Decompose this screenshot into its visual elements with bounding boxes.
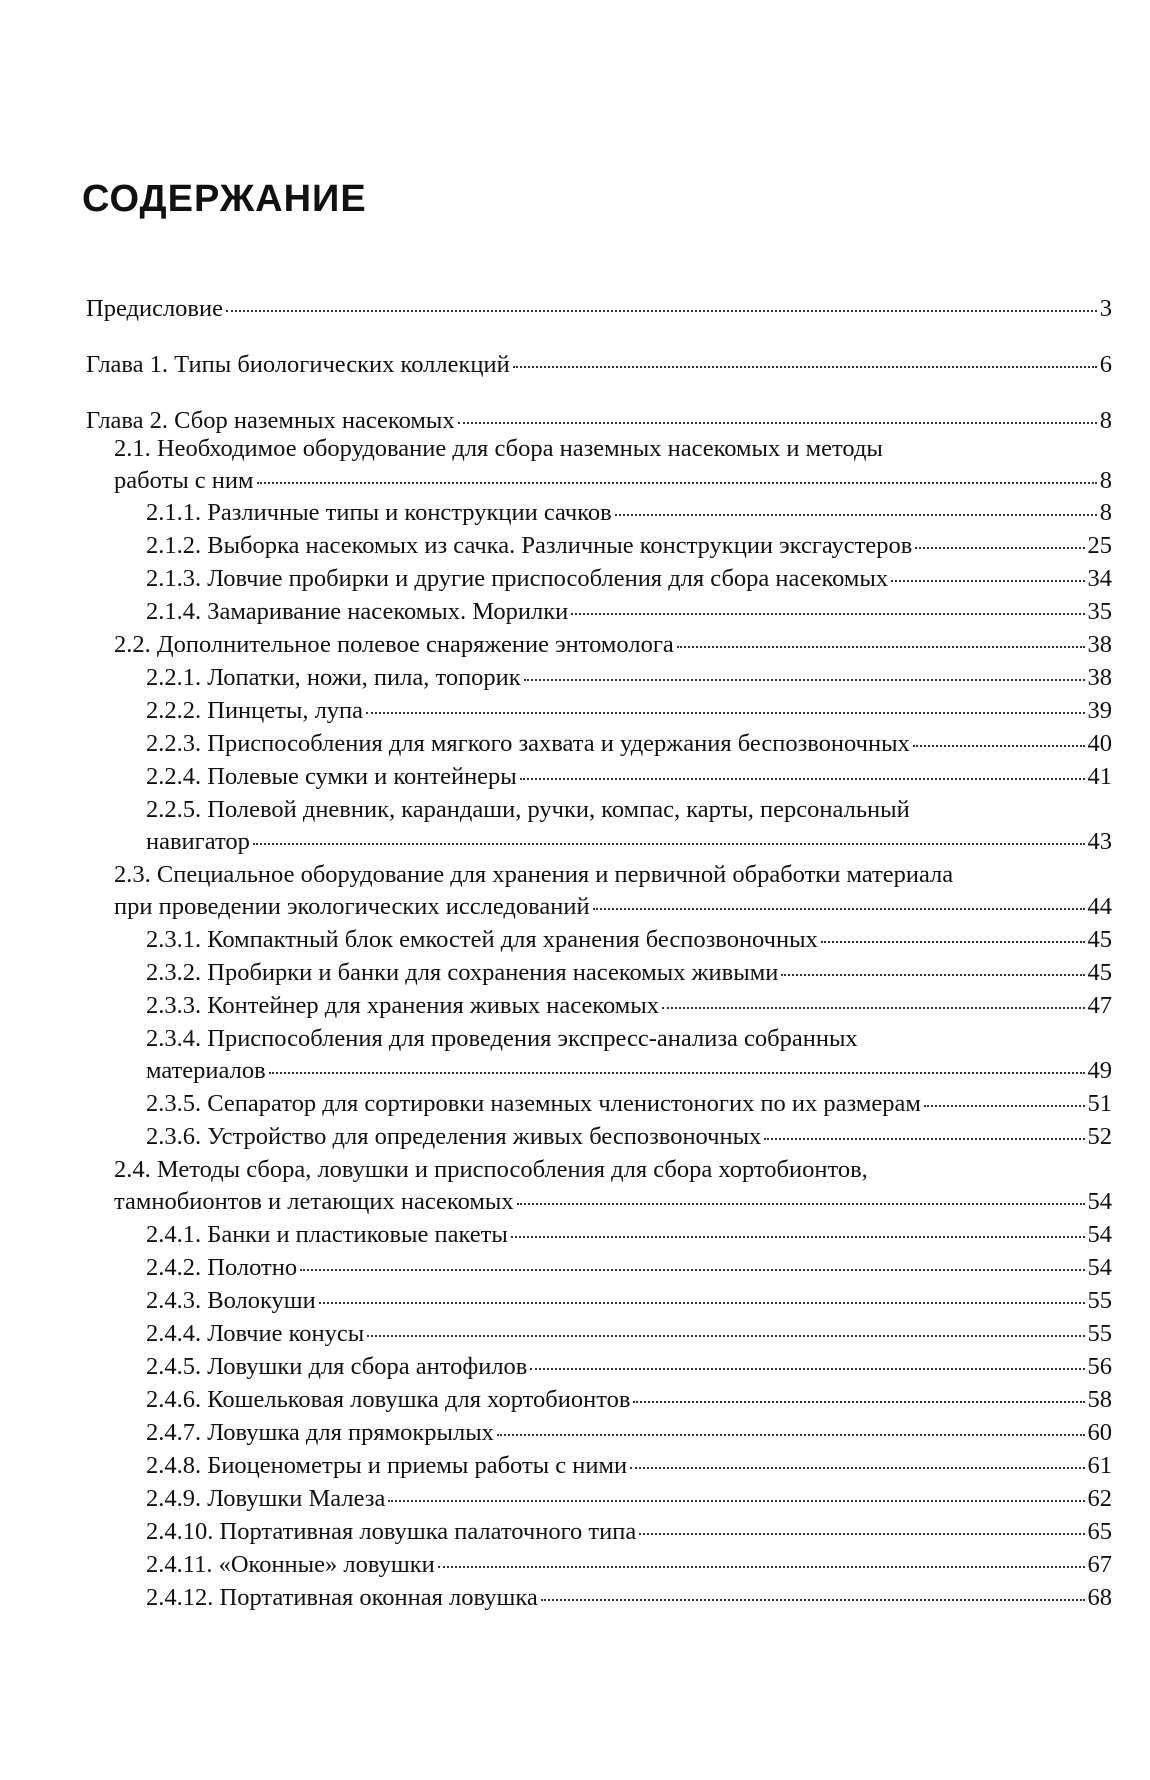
dot-leader	[319, 1302, 1085, 1304]
toc-entry[interactable]	[146, 1251, 1112, 1284]
toc-entry-title: 2.2.2. Пинцеты, лупа	[146, 697, 364, 724]
toc-page-number: 38	[1087, 664, 1112, 691]
toc-entry-title: 2.4.7. Ловушка для прямокрылых	[146, 1419, 494, 1446]
toc-entry-title: 2.1.4. Замаривание насекомых. Морилки	[146, 598, 569, 625]
toc-entry[interactable]	[114, 890, 1112, 923]
dot-leader	[269, 1072, 1085, 1074]
toc-page-number: 52	[1087, 1123, 1112, 1150]
dot-leader	[677, 646, 1085, 648]
page-title: СОДЕРЖАНИЕ	[82, 178, 367, 220]
toc-entry-title: 2.3.2. Пробирки и банки для сохранения насекомых живыми	[146, 959, 779, 986]
dot-leader	[630, 1467, 1084, 1469]
dot-leader	[367, 1335, 1084, 1337]
toc-entry[interactable]	[146, 989, 1112, 1022]
dot-leader	[524, 679, 1085, 681]
toc-page-number: 34	[1087, 565, 1112, 592]
dot-leader	[633, 1401, 1084, 1403]
toc-entry-title: 2.4.1. Банки и пластиковые пакеты	[146, 1221, 508, 1248]
dot-leader	[366, 712, 1084, 714]
toc-entry-title: 2.4.12. Портативная оконная ловушка	[146, 1584, 538, 1611]
toc-page-number: 39	[1087, 697, 1112, 724]
toc-page-number: 47	[1087, 992, 1112, 1019]
toc-entry-title: Глава 1. Типы биологических коллекций	[86, 351, 510, 378]
toc-entry[interactable]	[146, 1449, 1112, 1482]
toc-entry[interactable]	[146, 694, 1112, 727]
toc-entry-title: 2.2.3. Приспособления для мягкого захвата и удержания беспозвоночных	[146, 730, 910, 757]
toc-page-number: 3	[1099, 295, 1112, 322]
toc-entry-title: 2.4.4. Ловчие конусы	[146, 1320, 365, 1347]
dot-leader	[891, 580, 1084, 582]
dot-leader	[226, 310, 1097, 312]
dot-leader	[764, 1138, 1084, 1140]
toc-page-number: 56	[1087, 1353, 1112, 1380]
toc-entry-title: 2.3.1. Компактный блок емкостей для хранения беспозвоночных	[146, 926, 818, 953]
toc-entry[interactable]	[146, 1416, 1112, 1449]
toc-entry-title: 2.2.4. Полевые сумки и контейнеры	[146, 763, 517, 790]
toc-entry[interactable]	[146, 760, 1112, 793]
toc-page-number: 62	[1087, 1485, 1112, 1512]
toc-entry[interactable]	[146, 661, 1112, 694]
toc-entry[interactable]	[146, 1548, 1112, 1581]
dot-leader	[517, 1203, 1085, 1205]
dot-leader	[593, 908, 1085, 910]
toc-entry-title: 2.4.6. Кошельковая ловушка для хортобионтов	[146, 1386, 631, 1413]
toc-page-number: 41	[1087, 763, 1112, 790]
dot-leader	[639, 1533, 1084, 1535]
toc-entry[interactable]	[146, 1350, 1112, 1383]
dot-leader	[257, 482, 1097, 484]
toc-entry[interactable]	[146, 496, 1112, 529]
toc-entry-title: 2.1.1. Различные типы и конструкции сачков	[146, 499, 612, 526]
toc-entry-title-continued: материалов	[146, 1057, 266, 1084]
toc-page-number: 58	[1087, 1386, 1112, 1413]
dot-leader	[924, 1105, 1085, 1107]
toc-entry-title: 2.4.10. Портативная ловушка палаточного типа	[146, 1518, 637, 1545]
toc-page-number: 54	[1087, 1254, 1112, 1281]
toc-page-number: 68	[1087, 1584, 1112, 1611]
dot-leader	[520, 778, 1085, 780]
toc-page-number: 65	[1087, 1518, 1112, 1545]
toc-entry-title: 2.4.8. Биоценометры и приемы работы с ними	[146, 1452, 628, 1479]
toc-entry[interactable]	[146, 529, 1112, 562]
toc-page-number: 25	[1087, 532, 1112, 559]
toc-entry-title: 2.2. Дополнительное полевое снаряжение энтомолога	[114, 631, 674, 658]
toc-entry[interactable]	[146, 1284, 1112, 1317]
dot-leader	[300, 1269, 1084, 1271]
toc-entry-title-continued: работы с ним	[114, 467, 254, 494]
toc-page-number: 54	[1087, 1221, 1112, 1248]
toc-page-number: 49	[1087, 1057, 1112, 1084]
toc-entry[interactable]	[114, 464, 1112, 497]
toc-page-number: 54	[1087, 1188, 1112, 1215]
toc-entry-title: 2.4.5. Ловушки для сбора антофилов	[146, 1353, 528, 1380]
toc-entry[interactable]	[146, 562, 1112, 595]
dot-leader	[821, 941, 1085, 943]
dot-leader	[781, 974, 1084, 976]
toc-entry-title-continued: тамнобионтов и летающих насекомых	[114, 1188, 514, 1215]
toc-entry-title: 2.2.1. Лопатки, ножи, пила, топорик	[146, 664, 521, 691]
toc-entry-title: 2.4.11. «Оконные» ловушки	[146, 1551, 435, 1578]
toc-entry-title: 2.3.3. Контейнер для хранения живых насекомых	[146, 992, 659, 1019]
dot-leader	[253, 843, 1085, 845]
toc-entry-title: 2.4.9. Ловушки Малеза	[146, 1485, 386, 1512]
toc-page-number: 35	[1087, 598, 1112, 625]
toc-entry-title: Глава 2. Сбор наземных насекомых	[86, 407, 455, 434]
dot-leader	[388, 1500, 1084, 1502]
toc-page-number: 6	[1099, 351, 1112, 378]
toc-page-number: 67	[1087, 1551, 1112, 1578]
toc-entry[interactable]	[146, 923, 1112, 956]
toc-page-number: 38	[1087, 631, 1112, 658]
toc-entry[interactable]	[146, 1087, 1112, 1120]
toc-entry[interactable]	[114, 1185, 1112, 1218]
dot-leader	[513, 366, 1097, 368]
dot-leader	[511, 1236, 1085, 1238]
toc-entry-title: 2.3.5. Сепаратор для сортировки наземных членистоногих по их размерам	[146, 1090, 921, 1117]
toc-entry[interactable]	[146, 1120, 1112, 1153]
toc-entry[interactable]	[146, 1515, 1112, 1548]
toc-entry[interactable]	[86, 348, 1112, 381]
toc-entry-title: 2.4.2. Полотно	[146, 1254, 298, 1281]
toc-page-number: 43	[1087, 828, 1112, 855]
toc-entry-title: 2.1.3. Ловчие пробирки и другие приспособления для сбора насекомых	[146, 565, 889, 592]
toc-entry[interactable]	[146, 727, 1112, 760]
dot-leader	[530, 1368, 1084, 1370]
toc-entry[interactable]	[114, 628, 1112, 661]
dot-leader	[458, 422, 1097, 424]
dot-leader	[913, 745, 1085, 747]
toc-entry-title-continued: навигатор	[146, 828, 250, 855]
toc-entry-title: 2.1. Необходимое оборудование для сбора наземных насекомых и методы	[114, 435, 883, 462]
toc-entry[interactable]	[146, 1317, 1112, 1350]
toc-entry[interactable]	[146, 1218, 1112, 1251]
dot-leader	[497, 1434, 1085, 1436]
toc-entry-title: Предисловие	[86, 295, 223, 322]
dot-leader	[438, 1566, 1085, 1568]
toc-entry-title: 2.4.3. Волокуши	[146, 1287, 316, 1314]
toc-entry-title: 2.3. Специальное оборудование для хранения и первичной обработки материала	[114, 861, 954, 888]
toc-page-number: 55	[1087, 1320, 1112, 1347]
toc-page-number: 8	[1099, 499, 1112, 526]
toc-entry-title: 2.4. Методы сбора, ловушки и приспособления для сбора хортобионтов,	[114, 1156, 868, 1183]
toc-entry[interactable]	[86, 292, 1112, 325]
toc-page-number: 55	[1087, 1287, 1112, 1314]
toc-entry-title: 2.3.6. Устройство для определения живых беспозвоночных	[146, 1123, 762, 1150]
toc-page-number: 44	[1087, 893, 1112, 920]
toc-page-number: 60	[1087, 1419, 1112, 1446]
toc-entry[interactable]	[146, 1383, 1112, 1416]
toc-entry[interactable]	[146, 1581, 1112, 1614]
toc-page-number: 8	[1099, 467, 1112, 494]
toc-page-number: 45	[1087, 926, 1112, 953]
toc-entry[interactable]	[146, 595, 1112, 628]
toc-entry-title: 2.2.5. Полевой дневник, карандаши, ручки, компас, карты, персональный	[146, 796, 910, 823]
toc-page-number: 51	[1087, 1090, 1112, 1117]
toc-entry-title: 2.1.2. Выборка насекомых из сачка. Различные конструкции эксгаустеров	[146, 532, 913, 559]
toc-page-number: 40	[1087, 730, 1112, 757]
toc-entry[interactable]	[146, 825, 1112, 858]
toc-entry[interactable]	[146, 956, 1112, 989]
toc-page-number: 8	[1099, 407, 1112, 434]
toc-entry[interactable]	[146, 1054, 1112, 1087]
toc-page-number: 61	[1087, 1452, 1112, 1479]
dot-leader	[571, 613, 1084, 615]
toc-entry-title-continued: при проведении экологических исследований	[114, 893, 590, 920]
toc-page-number: 45	[1087, 959, 1112, 986]
toc-entry[interactable]	[146, 1482, 1112, 1515]
dot-leader	[615, 514, 1097, 516]
dot-leader	[915, 547, 1084, 549]
toc-entry-title: 2.3.4. Приспособления для проведения экспресс-анализа собранных	[146, 1025, 858, 1052]
dot-leader	[662, 1007, 1085, 1009]
dot-leader	[541, 1599, 1085, 1601]
